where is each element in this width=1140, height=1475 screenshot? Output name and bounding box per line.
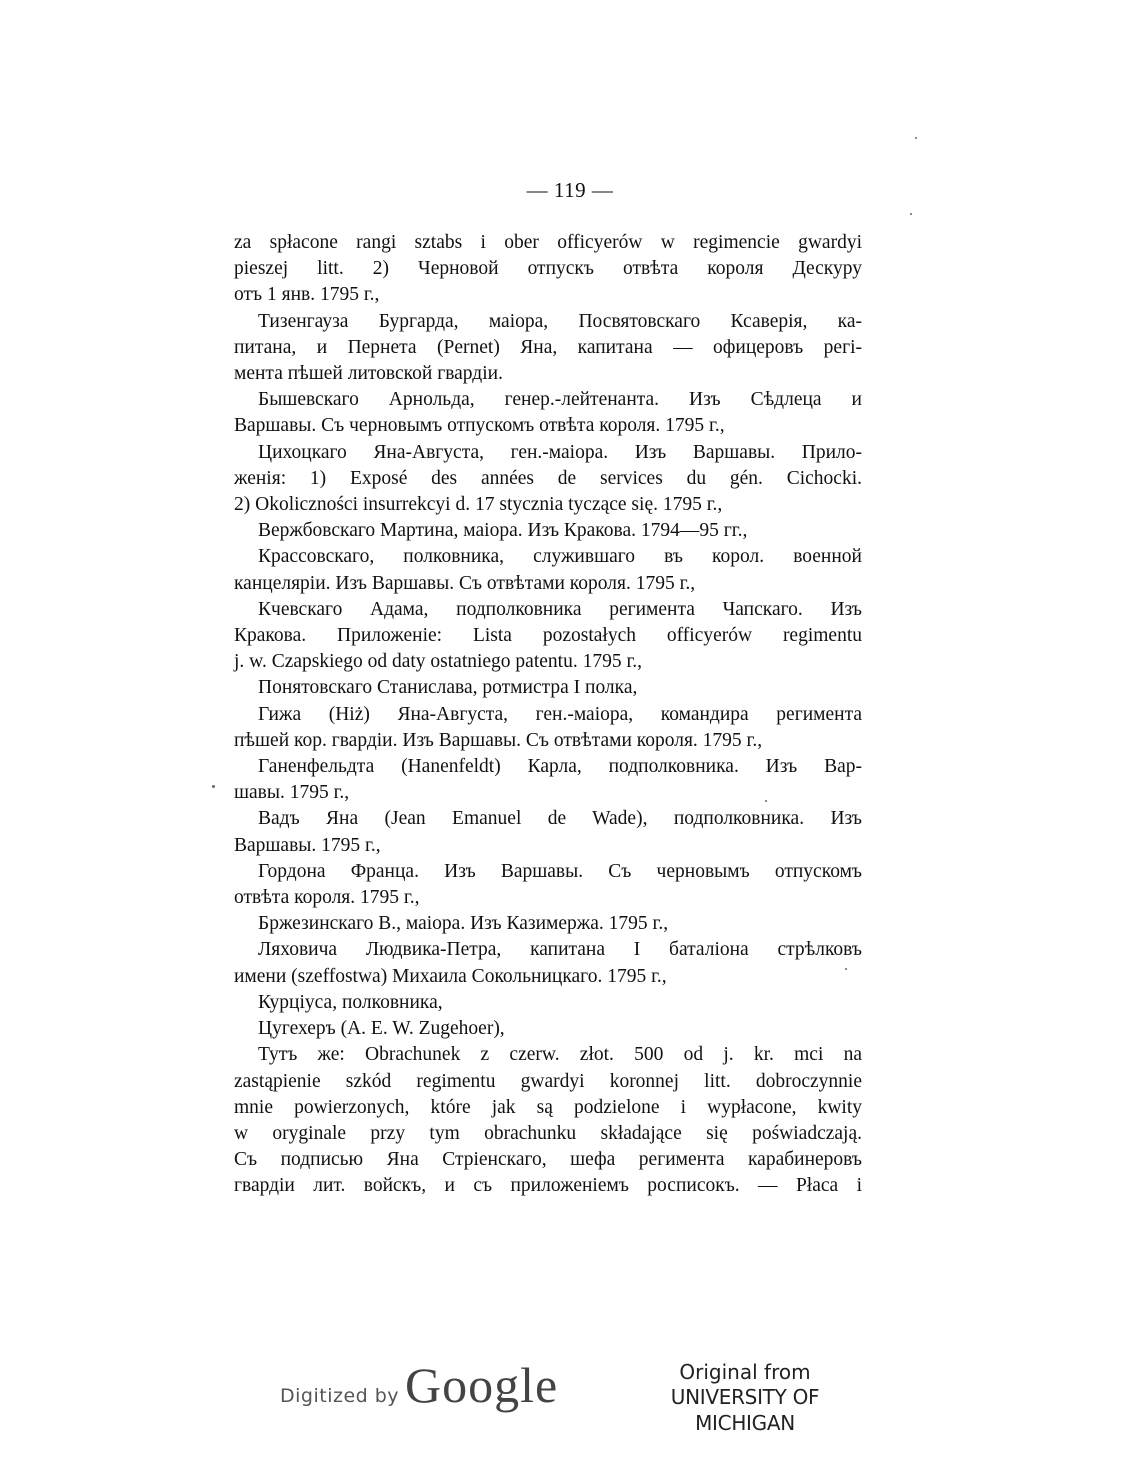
text-line: 2) Okoliczności insurrekcyi d. 17 stycznia tyczące się. 1795 г., [234,494,723,516]
register-entry [234,387,862,439]
text-line: гвардіи лит. войскъ, и съ приложеніемъ росписокъ. — Płaca i [234,1175,862,1197]
register-entry [234,544,862,596]
text-line: Съ подписью Яна Стріенскаго, шефа регимента карабинеровъ [234,1149,862,1171]
text-line: za spłacone rangi sztabs i ober officyerów w regimencie gwardyi [234,232,862,253]
google-logo: Google [405,1357,559,1413]
text-line: отъ 1 янв. 1795 г., [234,284,380,306]
text-line: pieszej litt. 2) Черновой отпускъ отвѣта короля Дескуру [234,258,862,280]
text-line: Цугехеръ (A. E. W. Zugehoer), [258,1018,505,1040]
digitized-label: Digitized by [280,1385,400,1407]
text-line: Кчевскаго Адама, подполковника регимента Чапскаго. Изъ [258,598,862,620]
register-entry [234,230,862,309]
text-line: w oryginale przy tym obrachunku składające się poświadczają. [234,1122,862,1144]
register-entry [234,1016,862,1042]
text-line: Кракова. Приложеніе: Lista pozostałych officyerów regimentu [234,625,862,647]
text-line: женія: 1) Exposé des années de services du gén. Cichocki. [234,467,862,489]
text-line: Ляховича Людвика-Петра, капитана I баталіона стрѣлковъ [258,939,862,961]
text-line: Варшавы. Съ черновымъ отпускомъ отвѣта короля. 1795 г., [234,415,725,437]
text-line: Гордона Франца. Изъ Варшавы. Съ черновымъ отпускомъ [258,860,862,882]
text-line: Цихоцкаго Яна-Августа, ген.-маiора. Изъ Варшавы. Прило- [258,441,862,463]
text-line: канцеляріи. Изъ Варшавы. Съ отвѣтами короля. 1795 г., [234,572,696,594]
register-entry [234,675,862,701]
institution-name: UNIVERSITY OF MICHIGAN [670,1385,820,1435]
text-line: Бышевскаго Арнольда, генер.-лейтенанта. Изъ Сѣдлеца и [258,389,862,411]
text-line: Понятовскаго Станислава, ротмистра I полка, [258,677,638,699]
text-line: Крассовскаго, полковника, служившаго въ корол. военной [258,546,862,568]
page-number: — 119 — [526,178,614,202]
text-line: питана, и Пернета (Pernet) Яна, капитана — офицеровъ регі- [234,336,862,358]
text-line: Ганенфельдта (Hanenfeldt) Карла, подполковника. Изъ Вар- [258,756,862,778]
text-line: Гижа (Hiż) Яна-Августа, ген.-маiора, командира регимента [258,703,862,725]
register-entry [234,911,862,937]
text-line: Вадъ Яна (Jean Emanuel de Wade), подполковника. Изъ [258,808,862,830]
register-entry [234,754,862,806]
text-line: имени (szeffostwa) Михаила Сокольницкаго. 1795 г., [234,965,667,987]
register-entry [234,440,862,519]
register-entry [234,518,862,544]
original-source-watermark [620,1360,870,1436]
scan-speck [212,785,215,788]
text-line: j. w. Czapskiego od daty ostatniego patentu. 1795 г., [234,651,643,673]
text-line: Бржезинскаго В., маiора. Изъ Казимержа. 1795 г., [258,913,669,935]
scan-speck [765,800,767,802]
text-line: шавы. 1795 г., [234,782,350,804]
register-entry [234,806,862,858]
register-entry [234,937,862,989]
document-body [234,230,862,1200]
text-line: Вержбовскаго Мартина, маiора. Изъ Кракова. 1794—95 гг., [258,520,748,542]
text-line: zastąpienie szkód regimentu gwardyi koronnej litt. dobroczynnie [234,1070,862,1092]
digitized-by-google-watermark [280,1356,558,1414]
register-entry [234,990,862,1016]
scan-speck [915,137,917,139]
text-line: Тутъ же: Obrachunek z czerw. złot. 500 od j. kr. mci na [258,1044,862,1066]
scan-speck [845,968,847,970]
scan-speck [910,213,912,215]
text-line: мента пѣшей литовской гвардіи. [234,363,503,385]
text-line: Курціуса, полковника, [258,991,443,1013]
text-line: отвѣта короля. 1795 г., [234,887,420,909]
register-entry [234,309,862,388]
register-entry [234,597,862,676]
text-line: Тизенгауза Бургарда, маiора, Посвятовскаго Ксаверія, ка- [258,310,862,332]
original-from-label: Original from [679,1360,811,1384]
text-line: mnie powierzonych, które jak są podzielone i wypłacone, kwity [234,1096,862,1118]
text-line: Варшавы. 1795 г., [234,834,381,856]
register-entry [234,1042,862,1199]
register-entry [234,702,862,754]
text-line: пѣшей кор. гвардіи. Изъ Варшавы. Съ отвѣтами короля. 1795 г., [234,729,763,751]
register-entry [234,859,862,911]
